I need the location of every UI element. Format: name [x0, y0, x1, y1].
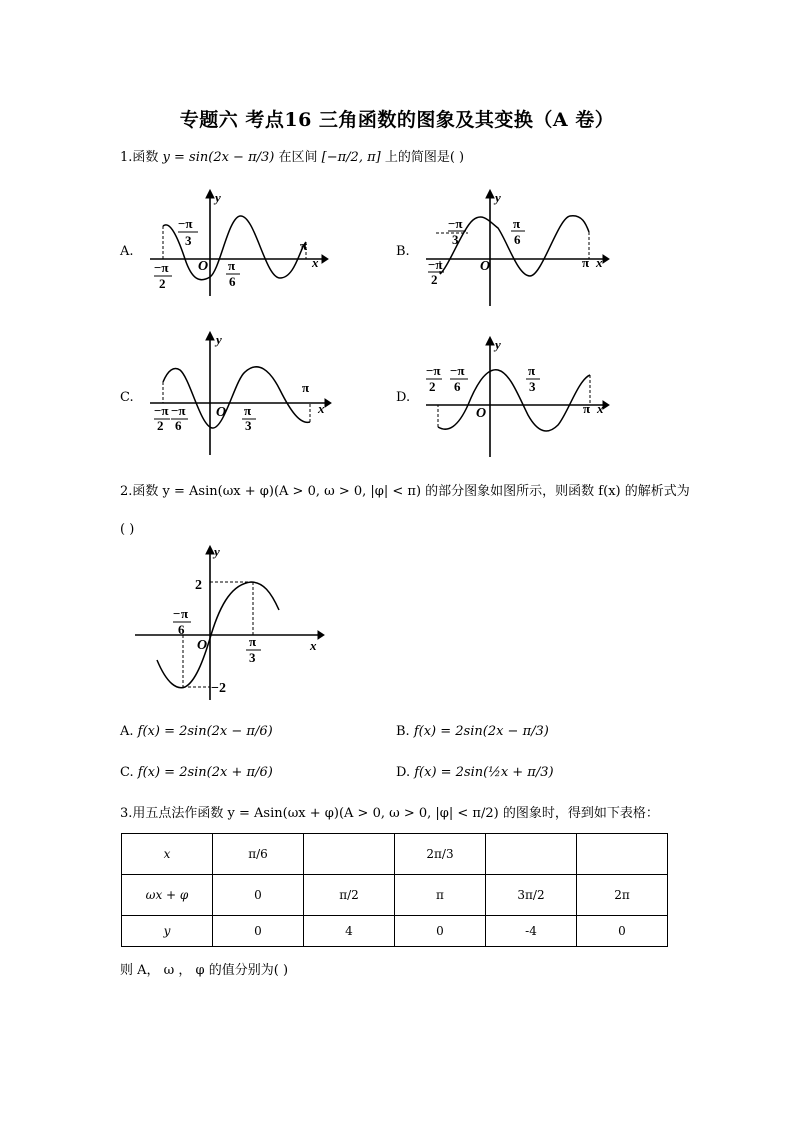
x-axis-label: x [312, 255, 319, 270]
q1-interval: [−π/2, π] [321, 150, 381, 165]
y-axis-label: y [215, 190, 221, 205]
svg-text:−π: −π [428, 257, 443, 272]
svg-text:3: 3 [452, 232, 459, 247]
label-neg-pi-over-3: −π [178, 216, 193, 231]
svg-text:O: O [476, 406, 487, 421]
table-cell [577, 834, 668, 875]
svg-text:O: O [197, 638, 208, 653]
svg-text:y: y [214, 544, 220, 559]
svg-text:2: 2 [157, 418, 164, 433]
question-3-ask: 则 A， ω ， φ 的值分别为( ) [120, 963, 289, 978]
y-arrow-icon [486, 337, 494, 345]
q1-graph-c [140, 330, 335, 460]
svg-text:6: 6 [175, 418, 182, 433]
x-arrow-icon [603, 401, 609, 409]
svg-text:O: O [480, 259, 491, 274]
svg-text:π: π [528, 363, 536, 378]
svg-text:−π: −π [154, 403, 169, 418]
table-cell [304, 834, 395, 875]
x-arrow-icon [322, 255, 328, 263]
q1-graph-b [418, 188, 613, 308]
q1-option-c-label: C. [120, 390, 134, 405]
label-pi-over-6: π [228, 258, 236, 273]
svg-text:6: 6 [454, 379, 461, 394]
svg-text:2: 2 [431, 272, 438, 287]
q1-function: y = sin(2x − π/3) [162, 150, 275, 165]
table-cell: y [122, 916, 213, 947]
svg-text:π: π [302, 380, 310, 395]
x-arrow-icon [603, 255, 609, 263]
label-max: 2 [195, 578, 202, 593]
q1-graph-a [140, 188, 330, 298]
svg-text:3: 3 [245, 418, 252, 433]
question-1 [120, 149, 464, 167]
svg-text:−π: −π [450, 363, 465, 378]
svg-text:6: 6 [514, 232, 521, 247]
five-point-table [121, 833, 668, 947]
label-min: −2 [211, 681, 226, 696]
question-2-paren: ( ) [120, 522, 135, 537]
table-cell: 0 [213, 875, 304, 916]
q1-option-d-label: D. [396, 390, 411, 405]
origin-label: O [198, 259, 209, 274]
table-cell: π/2 [304, 875, 395, 916]
page-title: 专题六 考点16 三角函数的图象及其变换（A 卷） [179, 109, 615, 131]
svg-text:x: x [318, 401, 325, 416]
svg-text:2: 2 [159, 276, 166, 291]
q2-option-b: B. f(x) = 2sin(2x − π/3) [396, 724, 549, 739]
table-cell [486, 834, 577, 875]
svg-text:−: − [173, 606, 181, 621]
q1-option-b-label: B. [396, 244, 410, 259]
question-2: 2.函数 y = Asin(ωx + φ)(A > 0, ω > 0, |φ| < π) 的部分图象如图所示，则函数 f(x) 的解析式为 [120, 484, 690, 499]
table-cell: 0 [395, 916, 486, 947]
table-cell: 0 [213, 916, 304, 947]
table-cell: π [395, 875, 486, 916]
q2-option-d: D. f(x) = 2sin(½x + π/3) [396, 765, 554, 780]
svg-text:y: y [495, 190, 501, 205]
table-cell: 4 [304, 916, 395, 947]
table-cell: 2π [577, 875, 668, 916]
label-neg-pi-over-2: −π [154, 260, 169, 275]
svg-text:3: 3 [529, 379, 536, 394]
q2-graph [133, 542, 328, 702]
x-arrow-icon [318, 631, 324, 639]
q1-graph-d [418, 335, 613, 460]
svg-text:3: 3 [185, 233, 192, 248]
table-row-y [122, 916, 668, 947]
label-pi: π [300, 238, 308, 253]
svg-text:x: x [596, 255, 603, 270]
table-cell: 0 [577, 916, 668, 947]
svg-text:O: O [216, 405, 227, 420]
table-cell: ωx + φ [122, 875, 213, 916]
svg-text:π: π [249, 634, 257, 649]
svg-text:x: x [310, 638, 317, 653]
question-3: 3.用五点法作函数 y = Asin(ωx + φ)(A > 0, ω > 0, |φ| < π/2) 的图象时，得到如下表格： [120, 806, 659, 821]
svg-text:6: 6 [178, 622, 185, 637]
svg-text:6: 6 [229, 274, 236, 289]
svg-text:π: π [583, 401, 591, 416]
q1-option-a-label: A. [120, 244, 134, 259]
q1-mid: 在区间 [278, 150, 318, 165]
q2-option-c: C. f(x) = 2sin(2x + π/6) [120, 765, 273, 780]
table-cell: -4 [486, 916, 577, 947]
table-cell: x [122, 834, 213, 875]
svg-text:π: π [513, 216, 521, 231]
y-arrow-icon [206, 190, 214, 198]
y-arrow-icon [206, 546, 214, 554]
x-arrow-icon [325, 399, 331, 407]
table-row-phase [122, 875, 668, 916]
svg-text:−π: −π [171, 403, 186, 418]
q1-prefix: 1.函数 [120, 150, 159, 165]
svg-text:2: 2 [429, 379, 436, 394]
y-arrow-icon [486, 190, 494, 198]
svg-text:y: y [495, 337, 501, 352]
svg-text:π: π [181, 606, 189, 621]
svg-text:y: y [216, 332, 222, 347]
svg-text:x: x [597, 401, 604, 416]
svg-text:−π: −π [426, 363, 441, 378]
y-arrow-icon [206, 332, 214, 340]
q1-suffix: 上的简图是( ) [384, 150, 465, 165]
svg-text:−π: −π [448, 216, 463, 231]
table-cell: π/6 [213, 834, 304, 875]
table-row-x [122, 834, 668, 875]
q2-option-a: A. f(x) = 2sin(2x − π/6) [120, 724, 273, 739]
table-cell: 3π/2 [486, 875, 577, 916]
svg-text:π: π [582, 255, 590, 270]
svg-text:π: π [244, 403, 252, 418]
svg-text:3: 3 [249, 650, 256, 665]
table-cell: 2π/3 [395, 834, 486, 875]
